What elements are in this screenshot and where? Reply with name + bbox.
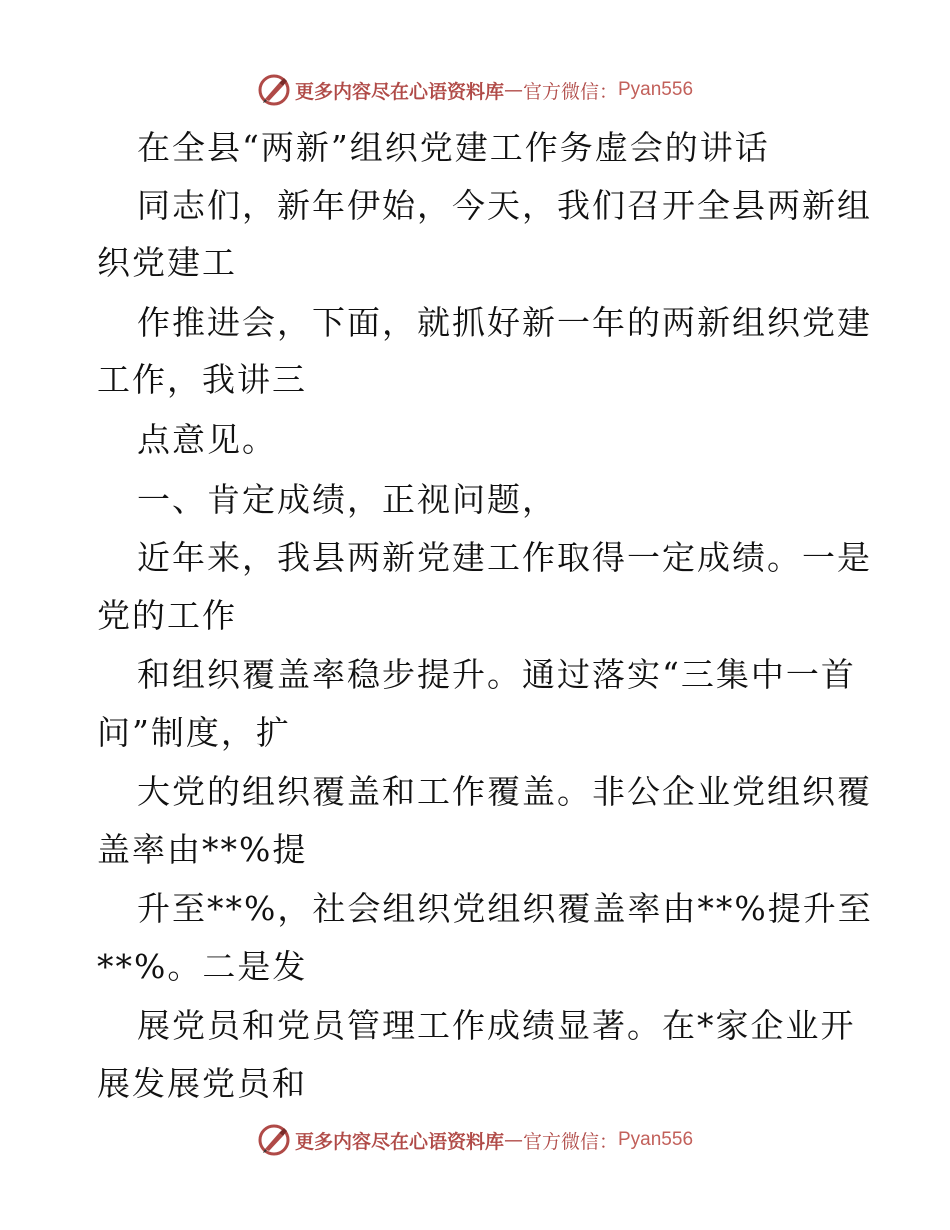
section-heading: 一、肯定成绩，正视问题， [137, 480, 557, 519]
text-line: 点意见。 [137, 420, 277, 459]
pen-logo-icon [257, 73, 291, 107]
banner-wechat-id: Pyan556 [618, 79, 694, 100]
text-line: 盖率由**%提 [97, 830, 308, 869]
header-banner [0, 70, 950, 110]
text-line: 作推进会，下面，就抓好新一年的两新组织党建 [137, 303, 872, 342]
banner-wechat-label: 官方微信： [522, 80, 618, 103]
banner-wechat-id: Pyan556 [618, 1129, 694, 1150]
text-line: **%。二是发 [97, 947, 308, 986]
text-line: 织党建工 [97, 243, 237, 282]
banner-text: 更多内容尽在心语资料库 [294, 80, 504, 103]
text-line: 近年来，我县两新党建工作取得一定成绩。一是 [137, 538, 872, 577]
banner-separator: — [503, 79, 523, 101]
text-line: 大党的组织覆盖和工作覆盖。非公企业党组织覆 [137, 772, 872, 811]
text-line: 问”制度，扩 [97, 713, 291, 752]
text-line: 工作，我讲三 [97, 360, 307, 399]
banner-wechat-label: 官方微信： [522, 1130, 618, 1153]
text-line: 展党员和党员管理工作成绩显著。在*家企业开 [137, 1006, 856, 1045]
text-line: 党的工作 [97, 596, 237, 635]
pen-logo-icon [257, 1123, 291, 1157]
document-title: 在全县“两新”组织党建工作务虚会的讲话 [137, 128, 770, 167]
banner-separator: — [503, 1129, 523, 1151]
text-line: 同志们，新年伊始，今天，我们召开全县两新组 [137, 186, 872, 225]
text-line: 升至**%，社会组织党组织覆盖率由**%提升至 [137, 889, 873, 928]
text-line: 展发展党员和 [97, 1064, 307, 1103]
text-line: 和组织覆盖率稳步提升。通过落实“三集中一首 [137, 655, 856, 694]
footer-banner [0, 1120, 950, 1160]
banner-text: 更多内容尽在心语资料库 [294, 1130, 504, 1153]
